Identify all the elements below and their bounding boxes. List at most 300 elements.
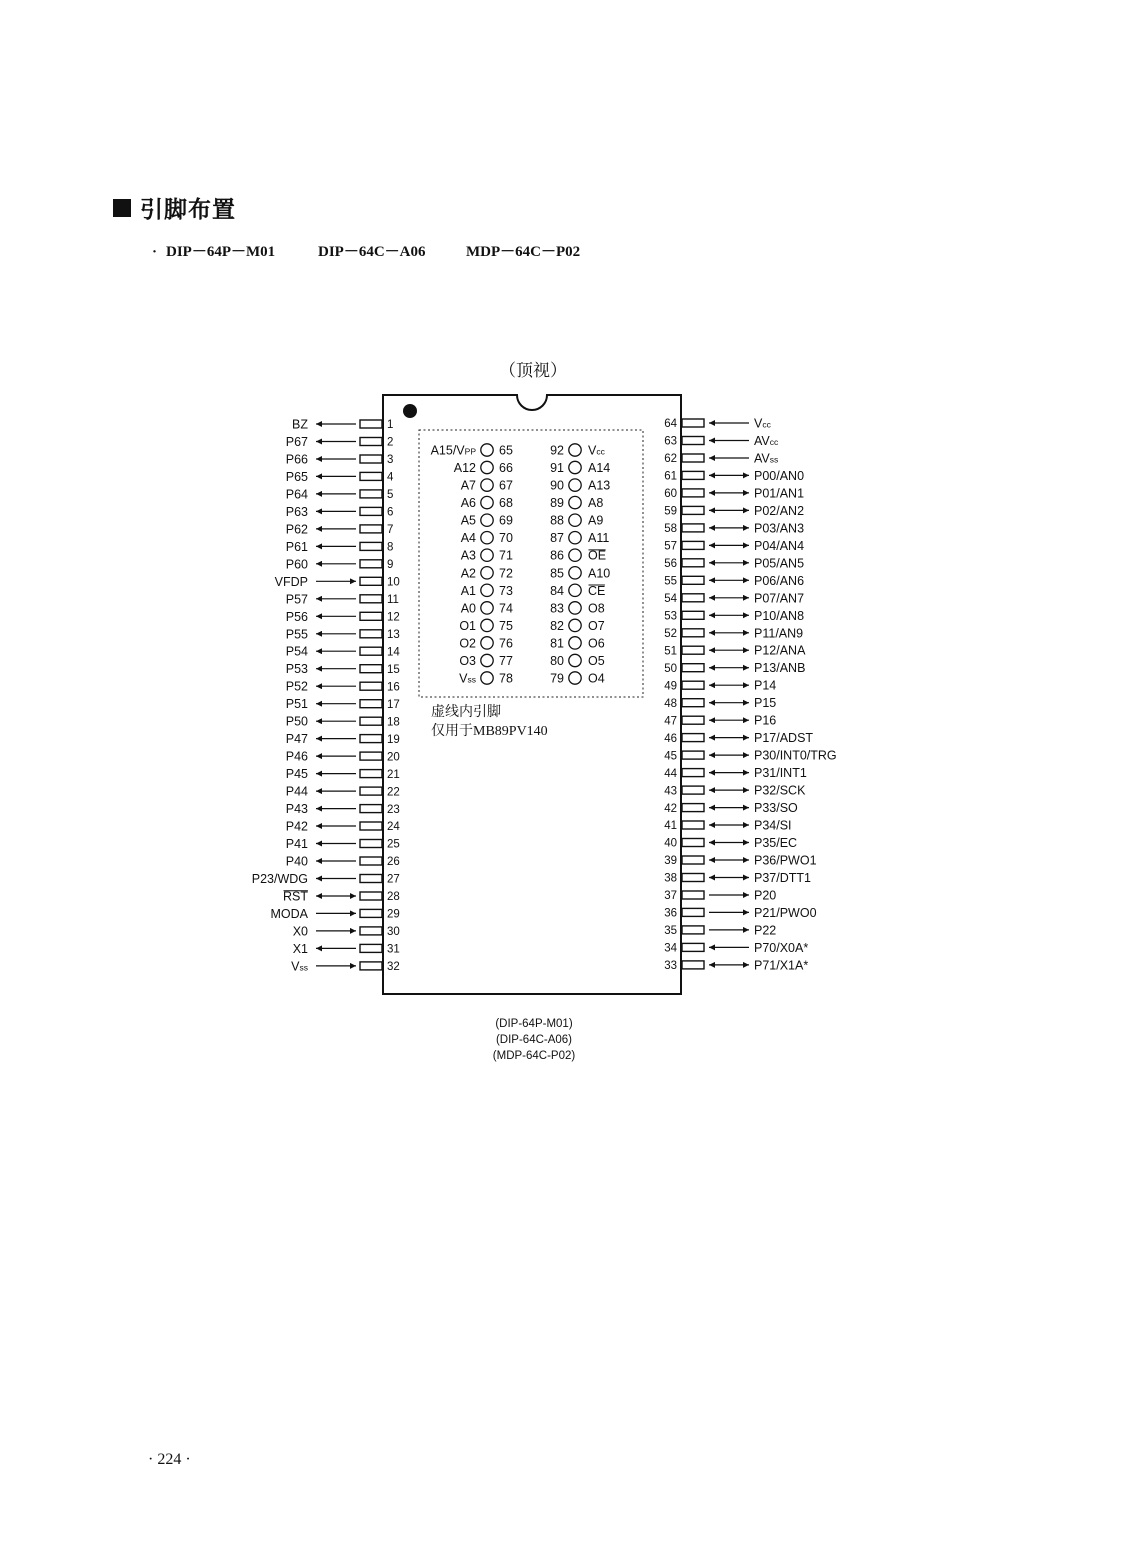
pin-lead <box>682 926 704 934</box>
label-main: P44 <box>285 784 308 799</box>
pin-label <box>286 820 308 834</box>
eprom-pin-label <box>588 531 609 545</box>
pin-lead <box>682 437 704 445</box>
pin-label <box>293 942 308 956</box>
pin-label <box>286 785 308 799</box>
label-main: P50 <box>285 714 308 729</box>
pin-number: 16 <box>387 681 400 694</box>
pin-row-right <box>664 801 798 815</box>
label-main: P12/ANA <box>754 643 806 658</box>
pin-label <box>754 731 813 745</box>
eprom-pin-number: 91 <box>550 461 564 475</box>
pin-number: 27 <box>387 873 400 886</box>
pin-number: 53 <box>664 610 677 623</box>
label-main: P05/AN5 <box>754 556 805 571</box>
eprom-pin-number: 92 <box>550 443 564 458</box>
eprom-pin-label <box>588 496 603 510</box>
pin-label <box>286 505 308 519</box>
pin-lead <box>682 629 704 637</box>
pin-lead <box>682 471 704 479</box>
pin-lead <box>360 507 382 515</box>
pin-label <box>754 574 804 588</box>
label-main: P35/EC <box>754 836 798 850</box>
eprom-pin-number: 73 <box>499 583 513 598</box>
eprom-pin-label <box>459 654 476 668</box>
pin-label <box>286 750 308 764</box>
label-main: P36/PWO1 <box>754 853 817 868</box>
label-main: P15 <box>754 696 777 711</box>
eprom-pin-number: 66 <box>499 461 513 475</box>
pin-label <box>286 592 308 606</box>
label-main: P23/WDG <box>251 872 308 886</box>
pin-lead <box>682 681 704 689</box>
label-main: O3 <box>459 654 476 668</box>
label-subscript: cc <box>762 419 771 430</box>
pin-row-right <box>664 504 804 518</box>
label-main: A10 <box>588 566 611 581</box>
pin-number: 44 <box>664 767 677 780</box>
eprom-pin-label <box>588 636 605 650</box>
pin-row-right <box>664 766 807 780</box>
pin-number: 60 <box>664 488 677 501</box>
pin-number: 59 <box>664 505 677 518</box>
pin-lead <box>360 472 382 480</box>
pin-number: 7 <box>387 524 394 537</box>
package-name: DIP－64P－M01 <box>166 244 276 260</box>
pin-label <box>754 749 837 763</box>
eprom-pin-label <box>588 601 605 615</box>
pin-number: 33 <box>664 960 677 973</box>
eprom-pin-number: 82 <box>550 618 564 633</box>
label-main: P32/SCK <box>754 783 806 798</box>
label-main: P22 <box>754 923 777 938</box>
pin-label <box>286 540 308 554</box>
pin-label <box>754 889 776 903</box>
label-main: P71/X1A* <box>754 958 809 973</box>
pin-label <box>754 801 798 815</box>
pin-row-left <box>286 540 394 554</box>
pin-number: 42 <box>664 802 677 815</box>
pin-lead <box>682 874 704 882</box>
pin-label <box>754 766 807 780</box>
eprom-note-line2: 仅用于MB89PV140 <box>431 724 548 739</box>
pin-number: 45 <box>664 750 677 763</box>
label-main: P13/ANB <box>754 661 806 676</box>
pin-label <box>286 522 308 536</box>
pin-lead <box>682 524 704 532</box>
pin-label <box>754 661 805 675</box>
label-main: P10/AN8 <box>754 608 805 623</box>
pin-lead <box>682 943 704 951</box>
eprom-pin-label <box>461 601 476 615</box>
pin-number: 30 <box>387 926 400 939</box>
pin-row-right <box>664 854 816 868</box>
eprom-pin-label <box>459 636 476 650</box>
pin-row-right <box>664 819 791 833</box>
pin-number: 20 <box>387 751 400 764</box>
pin-number: 36 <box>664 907 677 920</box>
eprom-pin-label <box>461 549 476 563</box>
label-main: P04/AN4 <box>754 538 805 553</box>
label-main: P57 <box>285 592 308 607</box>
pin-number: 61 <box>664 470 677 483</box>
pin-number: 29 <box>387 908 400 921</box>
pin-lead <box>682 716 704 724</box>
eprom-pin-number: 83 <box>550 601 564 616</box>
pin-label <box>754 923 776 937</box>
label-subscript: ss <box>299 962 308 973</box>
pin-row-right <box>664 906 816 920</box>
pin-number: 46 <box>664 732 677 745</box>
pin-label <box>286 557 308 571</box>
label-main: A3 <box>460 548 476 563</box>
pin-lead <box>360 420 382 428</box>
label-main: P17/ADST <box>754 731 814 746</box>
label-main: A2 <box>460 566 476 581</box>
pin-number: 5 <box>387 489 394 502</box>
eprom-pin-label <box>588 479 610 493</box>
pin-number: 19 <box>387 733 400 746</box>
pin-row-right <box>664 521 804 535</box>
pin-label <box>754 521 804 535</box>
label-main: VFDP <box>274 574 308 589</box>
eprom-pin-label <box>588 514 603 528</box>
pin-number: 18 <box>387 716 400 729</box>
label-main: A5 <box>460 513 476 528</box>
pin-number: 55 <box>664 575 677 588</box>
package-name: MDP－64C－P02 <box>466 244 581 260</box>
pin-row-right <box>664 836 797 850</box>
pin-row-right <box>664 644 806 658</box>
pin-lead <box>360 647 382 655</box>
label-main: P61 <box>285 539 308 554</box>
eprom-pin-number: 81 <box>550 636 564 651</box>
label-main: O8 <box>588 601 605 616</box>
pin-label <box>286 662 308 676</box>
pin-label <box>754 504 804 518</box>
label-main: CE <box>588 583 606 598</box>
label-main: P03/AN3 <box>754 521 805 536</box>
pin-label <box>754 958 808 972</box>
page-number: · 224 · <box>148 1451 191 1468</box>
package-bullet: · <box>152 244 158 260</box>
pin-lead <box>360 700 382 708</box>
pin-number: 37 <box>664 890 677 903</box>
label-subscript: ss <box>769 454 779 465</box>
label-main: P02/AN2 <box>754 503 805 518</box>
pin-label <box>754 644 806 658</box>
pin-number: 41 <box>664 820 677 833</box>
eprom-pin-label <box>461 531 476 545</box>
pin-label <box>286 645 308 659</box>
pin-number: 54 <box>664 593 677 605</box>
pin-number: 47 <box>664 715 677 728</box>
pin-label <box>286 697 308 711</box>
pin-lead <box>682 734 704 742</box>
label-main: P01/AN1 <box>754 486 805 501</box>
label-main: A8 <box>588 496 604 511</box>
label-main: A11 <box>588 531 610 546</box>
pin-row-right <box>664 626 803 640</box>
eprom-pin-label <box>461 479 476 493</box>
pin-lead <box>360 944 382 952</box>
pin-number: 25 <box>387 838 400 851</box>
label-main: P53 <box>285 662 308 677</box>
label-main: A7 <box>460 478 476 493</box>
pin-lead <box>360 630 382 638</box>
eprom-pin-number: 76 <box>499 636 513 651</box>
pin-row-right <box>664 591 804 605</box>
pin-label <box>754 591 804 605</box>
pin-number: 11 <box>387 594 399 606</box>
pin-row-right <box>664 486 804 500</box>
pin-lead <box>682 559 704 567</box>
package-caption: (DIP-64C-A06) <box>495 1034 573 1046</box>
pin-lead <box>682 769 704 777</box>
label-main: P52 <box>285 679 308 694</box>
pin-row-right <box>664 469 804 483</box>
pin-row-left <box>286 470 394 484</box>
pin-number: 1 <box>387 419 394 432</box>
label-main: P16 <box>754 713 777 728</box>
pin-label <box>252 872 308 886</box>
pin-label <box>754 469 804 483</box>
pin-lead <box>682 664 704 672</box>
pin-label <box>754 417 772 431</box>
eprom-pin-label <box>431 444 477 458</box>
label-main: P62 <box>285 522 308 537</box>
pin-number: 12 <box>387 611 400 624</box>
pin-lead <box>360 595 382 603</box>
pin-number: 63 <box>664 435 677 448</box>
label-main: P21/PWO0 <box>754 905 817 920</box>
eprom-pin-label <box>588 444 606 458</box>
label-main: AV <box>754 434 770 448</box>
eprom-pin-label <box>588 654 605 668</box>
pin-label <box>754 452 778 466</box>
pin-lead <box>682 786 704 794</box>
pin-number: 58 <box>664 523 677 536</box>
pin-number: 51 <box>664 645 677 658</box>
label-main: P67 <box>285 435 308 449</box>
pin-number: 13 <box>387 629 400 641</box>
pin-lead <box>360 665 382 673</box>
eprom-pin-label <box>459 672 476 686</box>
pin-label <box>754 626 803 640</box>
pin-label <box>754 906 817 920</box>
eprom-note-line1: 虚线内引脚 <box>431 704 501 720</box>
pin-lead <box>360 787 382 795</box>
eprom-pin-number: 90 <box>550 478 564 493</box>
label-main: A1 <box>460 583 476 598</box>
eprom-pin-label <box>588 566 610 580</box>
label-subscript: cc <box>769 437 779 447</box>
pin-lead <box>360 927 382 935</box>
eprom-pin-label <box>461 566 476 580</box>
pin-number: 21 <box>387 768 400 781</box>
label-main: P46 <box>285 749 308 764</box>
chip-body <box>383 395 681 994</box>
pin-label <box>754 941 808 955</box>
pin-row-right <box>664 556 804 570</box>
pin-number: 62 <box>664 453 677 466</box>
top-view-label: （顶视） <box>499 361 567 380</box>
label-main: P60 <box>285 557 308 572</box>
eprom-pin-label <box>588 461 610 475</box>
pin-lead <box>360 735 382 743</box>
pin-label <box>286 802 308 816</box>
pin-lead <box>360 909 382 917</box>
pin-row-right <box>664 784 806 798</box>
pin-lead <box>360 822 382 830</box>
pin-lead <box>682 576 704 584</box>
pin-label <box>286 453 308 467</box>
package-caption: (MDP-64C-P02) <box>492 1050 576 1062</box>
pin-lead <box>360 752 382 760</box>
label-main: P20 <box>754 888 777 903</box>
pin-label <box>754 609 804 623</box>
pin-row-right <box>664 539 804 553</box>
pin-number: 34 <box>664 942 677 955</box>
label-main: P41 <box>285 837 308 851</box>
eprom-pin-number: 84 <box>550 583 564 598</box>
pin-lead <box>360 542 382 550</box>
pin-label <box>286 487 308 501</box>
pin-label <box>286 470 308 484</box>
eprom-pin-number: 72 <box>499 566 513 581</box>
pin-number: 39 <box>664 855 677 868</box>
label-subscript: PP <box>464 446 476 457</box>
label-main: AV <box>754 451 770 466</box>
pin-lead <box>682 419 704 427</box>
pin-lead <box>682 454 704 462</box>
eprom-pin-label <box>461 496 476 510</box>
eprom-pin-number: 70 <box>499 531 513 546</box>
pin-number: 49 <box>664 680 677 693</box>
label-main: P14 <box>754 678 777 693</box>
pin-lead <box>360 875 382 883</box>
pin-label <box>293 924 308 938</box>
pin-row-right <box>664 749 836 763</box>
pin-number: 10 <box>387 576 400 589</box>
pin-number: 28 <box>387 891 400 904</box>
eprom-pin-number: 78 <box>499 671 513 686</box>
pin-number: 35 <box>664 925 677 938</box>
pin-lead <box>360 840 382 848</box>
pin-row-left <box>286 505 394 519</box>
pin-label <box>286 435 308 449</box>
label-main: P45 <box>285 767 308 782</box>
pin-number: 17 <box>387 698 400 711</box>
pin-lead <box>360 612 382 620</box>
pin-row-left <box>292 418 393 432</box>
pin-row-left <box>286 487 394 501</box>
pin-row-left <box>286 453 394 467</box>
label-main: V <box>754 416 763 431</box>
pin-label <box>283 890 308 904</box>
label-main: P43 <box>285 802 308 817</box>
pin-row-right <box>664 958 808 972</box>
pin-number: 24 <box>387 821 400 834</box>
pin-number: 22 <box>387 786 400 799</box>
pin-row-left <box>286 557 394 571</box>
pin-label <box>754 679 776 693</box>
pin-lead <box>682 856 704 864</box>
pin-number: 43 <box>664 785 677 798</box>
pin-label <box>754 819 792 833</box>
eprom-pin-number: 80 <box>550 654 564 668</box>
pin-label <box>275 575 308 589</box>
package-name: DIP－64C－A06 <box>318 244 426 260</box>
eprom-pin-number: 87 <box>550 531 564 546</box>
eprom-pin-number: 74 <box>499 601 513 616</box>
pin-number: 38 <box>664 872 677 885</box>
pin-label <box>754 854 817 868</box>
label-main: P64 <box>285 487 308 502</box>
label-main: V <box>291 959 300 974</box>
pin-lead <box>682 891 704 899</box>
pin-label <box>754 486 804 500</box>
pin-lead <box>682 646 704 654</box>
eprom-pin-label <box>454 461 476 475</box>
pin-lead <box>682 489 704 497</box>
pin-number: 50 <box>664 662 677 675</box>
pin-row-right <box>664 574 804 588</box>
pin-lead <box>682 751 704 759</box>
pin-number: 32 <box>387 961 400 974</box>
pin-label <box>286 855 308 869</box>
label-main: V <box>588 443 597 458</box>
label-main: O4 <box>588 671 605 686</box>
pin-label <box>754 784 806 798</box>
pin-number: 23 <box>387 803 400 816</box>
pin-lead <box>360 717 382 725</box>
pin-lead <box>360 857 382 865</box>
label-main: P00/AN0 <box>754 468 805 483</box>
pin-row-left <box>252 872 400 886</box>
label-main: P66 <box>285 452 308 467</box>
label-main: A13 <box>588 478 611 493</box>
label-main: V <box>459 671 468 686</box>
label-main: P70/X0A* <box>754 940 809 955</box>
label-main: O5 <box>588 654 605 668</box>
pin-lead <box>682 611 704 619</box>
pin-lead <box>682 908 704 916</box>
section-heading: 引脚布置 <box>140 197 236 223</box>
label-main: P65 <box>285 469 308 484</box>
pin-label <box>754 871 811 885</box>
eprom-pin-label <box>459 619 476 633</box>
pin-number: 2 <box>387 436 394 449</box>
label-main: A15/V <box>430 443 465 458</box>
pin-lead <box>682 821 704 829</box>
pin-lead <box>360 455 382 463</box>
pin-label <box>754 539 804 553</box>
pin-lead <box>360 682 382 690</box>
eprom-pin-number: 86 <box>550 548 564 563</box>
label-main: O1 <box>459 618 476 633</box>
pin-lead <box>360 525 382 533</box>
eprom-pin-number: 65 <box>499 443 513 458</box>
pin-row-right <box>664 661 805 675</box>
label-main: P34/SI <box>754 818 792 833</box>
label-main: P63 <box>285 504 308 519</box>
label-main: P56 <box>285 609 308 624</box>
pin-label <box>286 627 308 641</box>
pin-row-left <box>275 575 400 589</box>
eprom-pin-number: 71 <box>499 548 513 563</box>
pin-number: 4 <box>387 471 394 484</box>
